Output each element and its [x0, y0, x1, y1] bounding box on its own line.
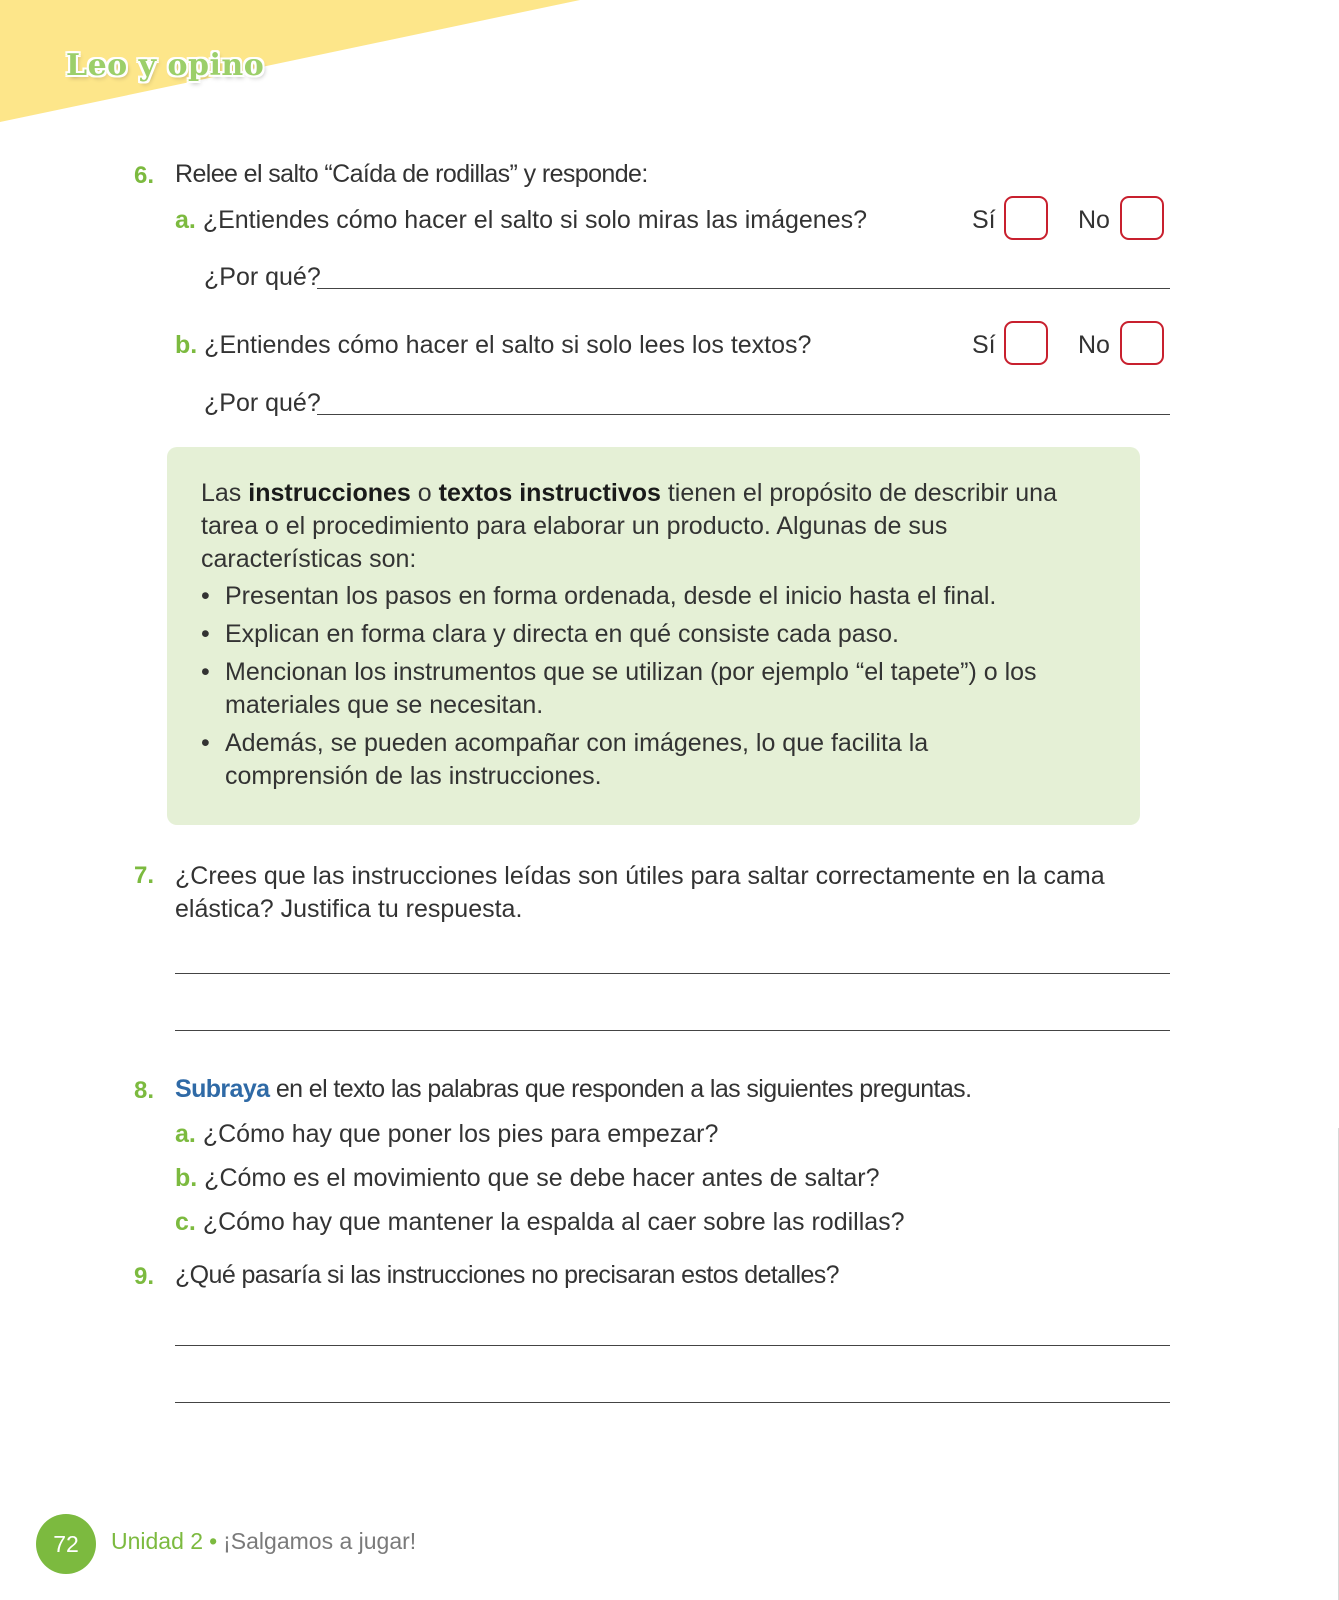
footer-separator: • [209, 1528, 218, 1554]
question-8b-text: ¿Cómo es el movimiento que se debe hacer antes de saltar? [204, 1164, 880, 1192]
footer-unit-label: Unidad 2 [111, 1528, 204, 1554]
why-label-6a: ¿Por qué? [204, 263, 321, 291]
question-8-number: 8. [134, 1077, 155, 1104]
info-bullet-list [201, 580, 1101, 793]
footer-unit-title: ¡Salgamos a jugar! [223, 1528, 417, 1554]
why-label-6b: ¿Por qué? [204, 389, 321, 417]
question-8a [175, 1120, 718, 1149]
question-6-number: 6. [134, 162, 155, 189]
answer-line-7-2[interactable] [175, 1030, 1170, 1031]
answer-line-6a[interactable] [317, 288, 1170, 289]
question-7-number: 7. [134, 862, 155, 889]
no-label-6a: No [1078, 206, 1110, 234]
question-9-text: ¿Qué pasaría si las instrucciones no precisaran estos detalles? [175, 1261, 839, 1289]
answer-line-6b[interactable] [317, 414, 1170, 415]
question-7-text [175, 860, 1105, 926]
info-bullet: • Explican en forma clara y directa en qué consiste cada paso. [201, 618, 1101, 651]
question-8b [175, 1164, 880, 1193]
no-label-6b: No [1078, 331, 1110, 359]
info-intro [201, 477, 1101, 576]
yes-label-6b: Sí [972, 331, 996, 359]
info-bullet: • Presentan los pasos en forma ordenada, desde el inicio hasta el final. [201, 580, 1101, 613]
info-text-part: tienen el propósito de describir una tarea o el procedimiento para elaborar un producto. Algunas de sus características son: [201, 479, 1057, 573]
question-8c-text: ¿Cómo hay que mantener la espalda al caer sobre las rodillas? [202, 1208, 905, 1236]
question-8b-letter: b. [175, 1164, 198, 1192]
question-8c-letter: c. [175, 1208, 196, 1236]
no-checkbox-6b[interactable] [1120, 321, 1164, 365]
question-6b-text: ¿Entiendes cómo hacer el salto si solo lees los textos? [204, 331, 812, 359]
question-6a-letter: a. [175, 206, 196, 234]
info-bold-textos-instructivos: textos instructivos [438, 479, 661, 507]
question-6b-letter: b. [175, 331, 198, 359]
question-6b [175, 331, 811, 360]
answer-line-9-2[interactable] [175, 1402, 1170, 1403]
question-6a-text: ¿Entiendes cómo hacer el salto si solo miras las imágenes? [202, 206, 868, 234]
no-checkbox-6a[interactable] [1120, 196, 1164, 240]
yes-checkbox-6a[interactable] [1004, 196, 1048, 240]
page-number: 72 [36, 1514, 96, 1574]
info-bullet: • Además, se pueden acompañar con imágenes, lo que facilita la comprensión de las instrucciones. [201, 727, 965, 793]
question-9-number: 9. [134, 1263, 155, 1290]
info-bullet: • Mencionan los instrumentos que se utilizan (por ejemplo “el tapete”) o los materiales que se necesitan. [201, 656, 1045, 722]
footer-unit [111, 1528, 416, 1555]
answer-line-9-1[interactable] [175, 1345, 1170, 1346]
question-6-text: Relee el salto “Caída de rodillas” y responde: [175, 160, 648, 188]
info-box [167, 447, 1140, 825]
question-7-line-2: elástica? Justifica tu respuesta. [175, 895, 523, 923]
answer-line-7-1[interactable] [175, 973, 1170, 974]
yes-checkbox-6b[interactable] [1004, 321, 1048, 365]
info-text-part: o [410, 479, 439, 507]
section-title: Leo y opino [66, 48, 265, 83]
info-text-part: Las [201, 479, 249, 507]
info-text [201, 477, 1101, 798]
question-8-text [175, 1075, 971, 1104]
question-8-text-rest: en el texto las palabras que responden a las siguientes preguntas. [269, 1075, 972, 1103]
subraya-keyword: Subraya [175, 1075, 270, 1103]
question-8a-letter: a. [175, 1120, 196, 1148]
yes-label-6a: Sí [972, 206, 996, 234]
question-7-line-1: ¿Crees que las instrucciones leídas son útiles para saltar correctamente en la cama [175, 862, 1105, 890]
question-8c [175, 1208, 905, 1237]
question-6a [175, 206, 867, 235]
question-8a-text: ¿Cómo hay que poner los pies para empezar? [202, 1120, 719, 1148]
info-bold-instrucciones: instrucciones [248, 479, 411, 507]
